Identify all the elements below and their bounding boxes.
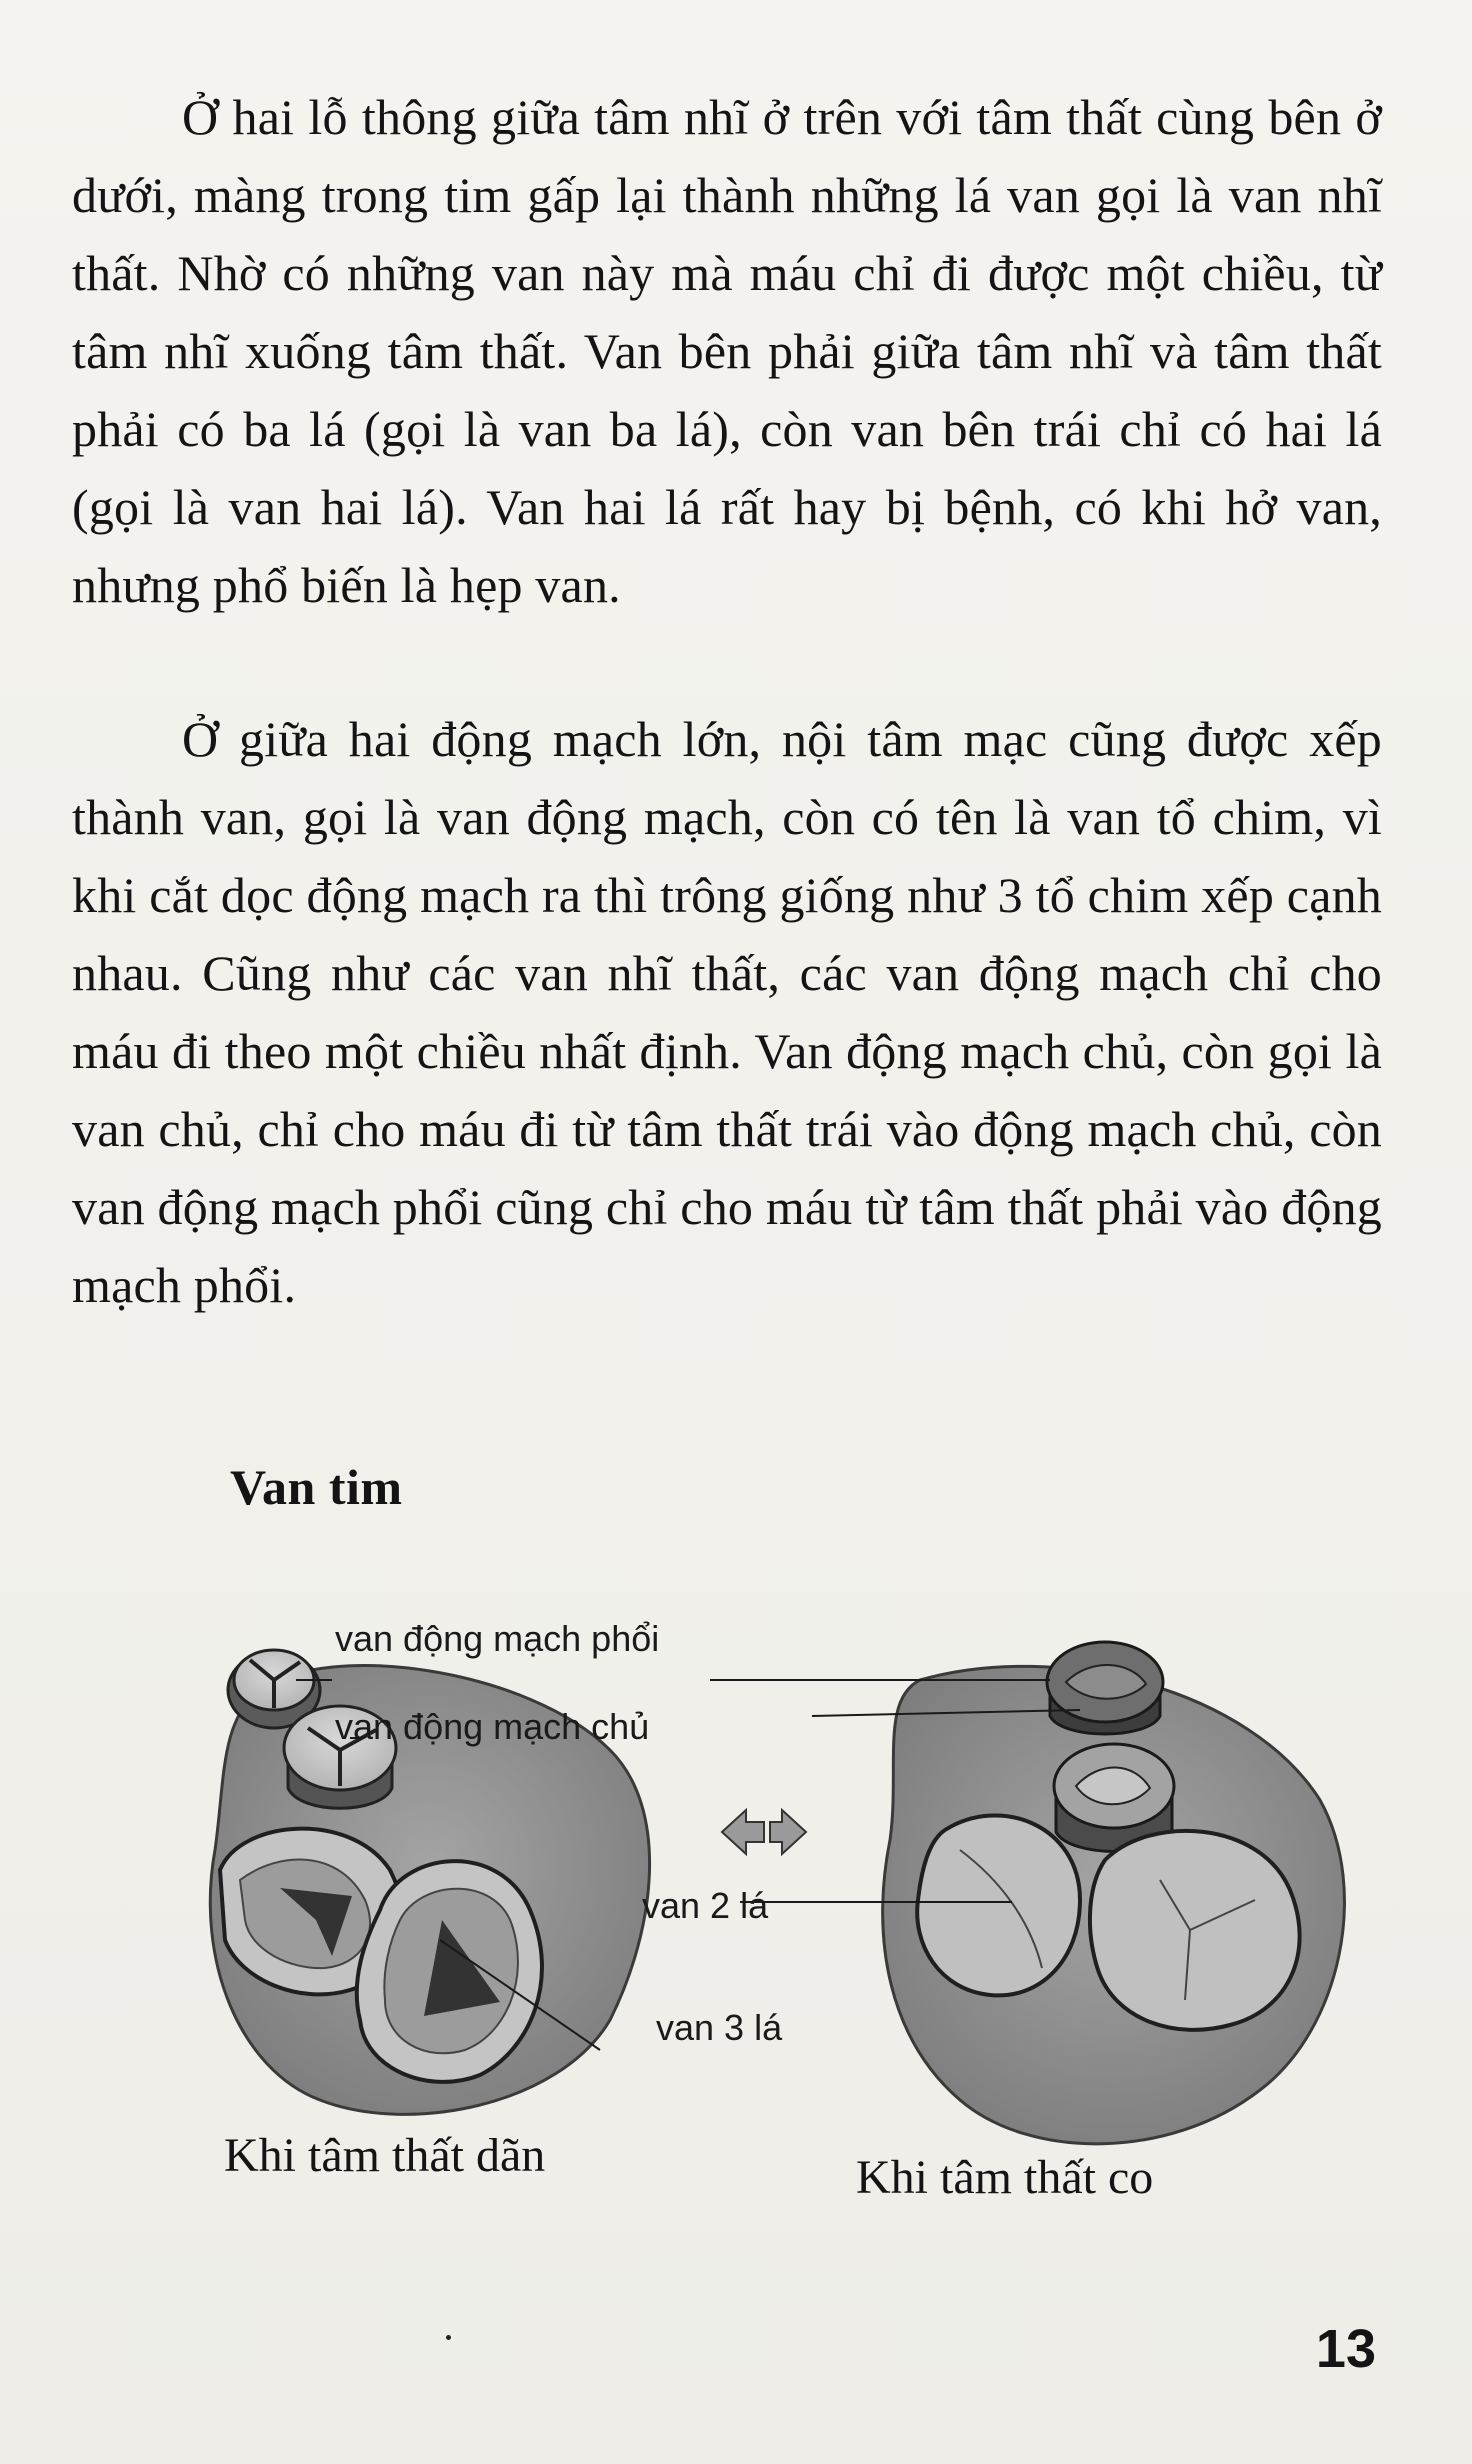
mitral-valve-closed bbox=[917, 1815, 1080, 1995]
page-number: 13 bbox=[1315, 2319, 1376, 2379]
valves-systole-drawing bbox=[883, 1642, 1345, 2144]
heart-valves-illustration bbox=[200, 1600, 1360, 2220]
heart-valves-drawing bbox=[200, 1600, 1360, 2220]
body-paragraph-2: Ở giữa hai động mạch lớn, nội tâm mạc cũng được xếp thành van, gọi là van động mạch, còn có tên là van tổ chim, vì khi cắt dọc động mạch ra thì trông giống như 3 tổ chim xếp cạnh nhau. Cũng như các van nhĩ thất, các van động mạch chỉ cho máu đi theo một chiều nhất định. Van động mạch chủ, còn gọi là van chủ, chỉ cho máu đi từ tâm thất trái vào động mạch chủ, còn van động mạch phổi cũng chỉ cho máu từ tâm thất phải vào động mạch phổi. bbox=[72, 711, 1382, 1313]
pulmonary-valve-closed bbox=[1047, 1642, 1163, 1734]
caption-diastole: Khi tâm thất dãn bbox=[224, 2129, 546, 2182]
figure-title: Van tim bbox=[230, 1459, 403, 1515]
label-aortic-valve: van động mạch chủ bbox=[335, 1706, 650, 1747]
tricuspid-valve-closed bbox=[1090, 1831, 1300, 2030]
label-mitral-valve: van 2 lá bbox=[642, 1885, 769, 1926]
label-tricuspid-valve: van 3 lá bbox=[656, 2007, 783, 2048]
ink-speck bbox=[446, 2335, 451, 2340]
body-paragraph-1: Ở hai lỗ thông giữa tâm nhĩ ở trên với tâm thất cùng bên ở dưới, màng trong tim gấp lại thành những lá van gọi là van nhĩ thất. Nhờ có những van này mà máu chỉ đi được một chiều, từ tâm nhĩ xuống tâm thất. Van bên phải giữa tâm nhĩ và tâm thất phải có ba lá (gọi là van ba lá), còn van bên trái chỉ có hai lá (gọi là van hai lá). Van hai lá rất hay bị bệnh, có khi hở van, nhưng phổ biến là hẹp van. bbox=[72, 89, 1382, 613]
label-pulmonary-valve: van động mạch phổi bbox=[335, 1618, 660, 1659]
double-arrow-icon bbox=[722, 1810, 806, 1854]
caption-systole: Khi tâm thất co bbox=[856, 2151, 1154, 2204]
